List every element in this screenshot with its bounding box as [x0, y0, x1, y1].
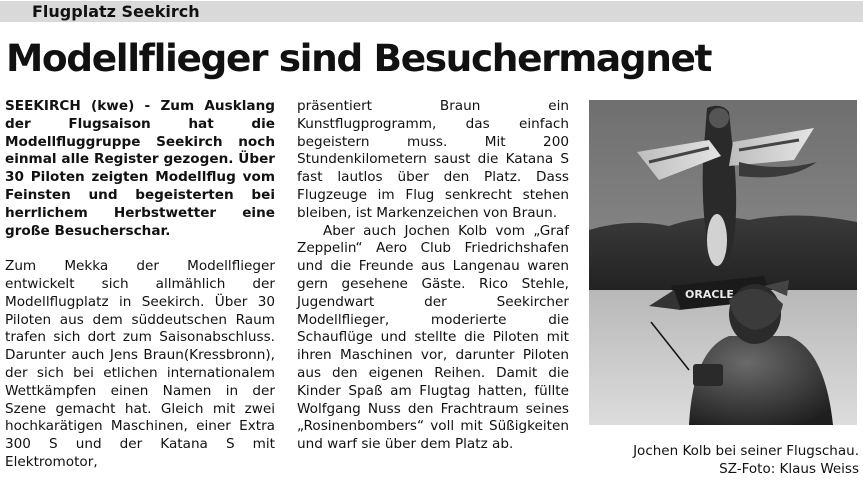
photo-caption: [589, 442, 859, 478]
photo-credit: SZ-Foto: Klaus Weiss: [719, 461, 859, 477]
plane-logo-text: ORACLE: [685, 288, 734, 301]
article-paragraph: Zum Mekka der Modellflieger entwickelt sich allmählich der Modellflugplatz in Seekirch. Über 30 Piloten aus dem süddeutschen Raum trafen sich dort zum Saisonabschluss. Darunter auch Jens Braun(Kressbronn), der sich bei etlichen internationalem Wettkämpfen einen Namen in der Szene gemacht hat. Gleich mit zwei hochkarätigen Maschinen, einer Extra 300 S und der Katana S mit Elektromotor,: [5, 258, 275, 470]
article-lead: SEEKIRCH (kwe) - Zum Ausklang der Flugsaison hat die Modellfluggruppe Seekirch noch einmal alle Register gezogen. Über 30 Piloten zeigten Modellflug vom Feinsten und begeisterten bei herrlichem Herbstwetter eine große Besucherschar.: [5, 98, 275, 239]
article-column-2: [297, 98, 569, 454]
kicker-bar: [0, 1, 863, 22]
headline: Modellflieger sind Besuchermagnet: [6, 36, 712, 80]
article-paragraph: präsentiert Braun ein Kunstflugprogramm, das einfach begeistern muss. Mit 200 Stundenkilometern saust die Katana S fast lautlos über den Platz. Dass Flugzeuge im Flug senkrecht stehen bleiben, ist Markenzeichen von Braun.: [297, 98, 569, 221]
article-paragraph: Aber auch Jochen Kolb vom „Graf Zeppelin“ Aero Club Friedrichshafen und die Freunde aus Langenau waren gern gesehene Gäste. Rico Stehle, Jugendwart der Seekircher Modellflieger, moderierte die Schauflüge und stellte die Piloten mit ihren Maschinen vor, darunter Piloten aus den eigenen Reihen. Damit die Kinder Spaß am Flugtag hatten, füllte Wolfgang Nuss den Frachtraum seines „Rosinenbombers“ voll mit Süßigkeiten und warf sie über dem Platz ab.: [297, 222, 569, 453]
photo-model-plane-pilot: [589, 100, 857, 425]
photo-illustration: [589, 100, 857, 425]
article-column-1: [5, 98, 275, 472]
caption-text: Jochen Kolb bei seiner Flugschau.: [633, 443, 859, 459]
kicker-label: Flugplatz Seekirch: [32, 2, 200, 21]
